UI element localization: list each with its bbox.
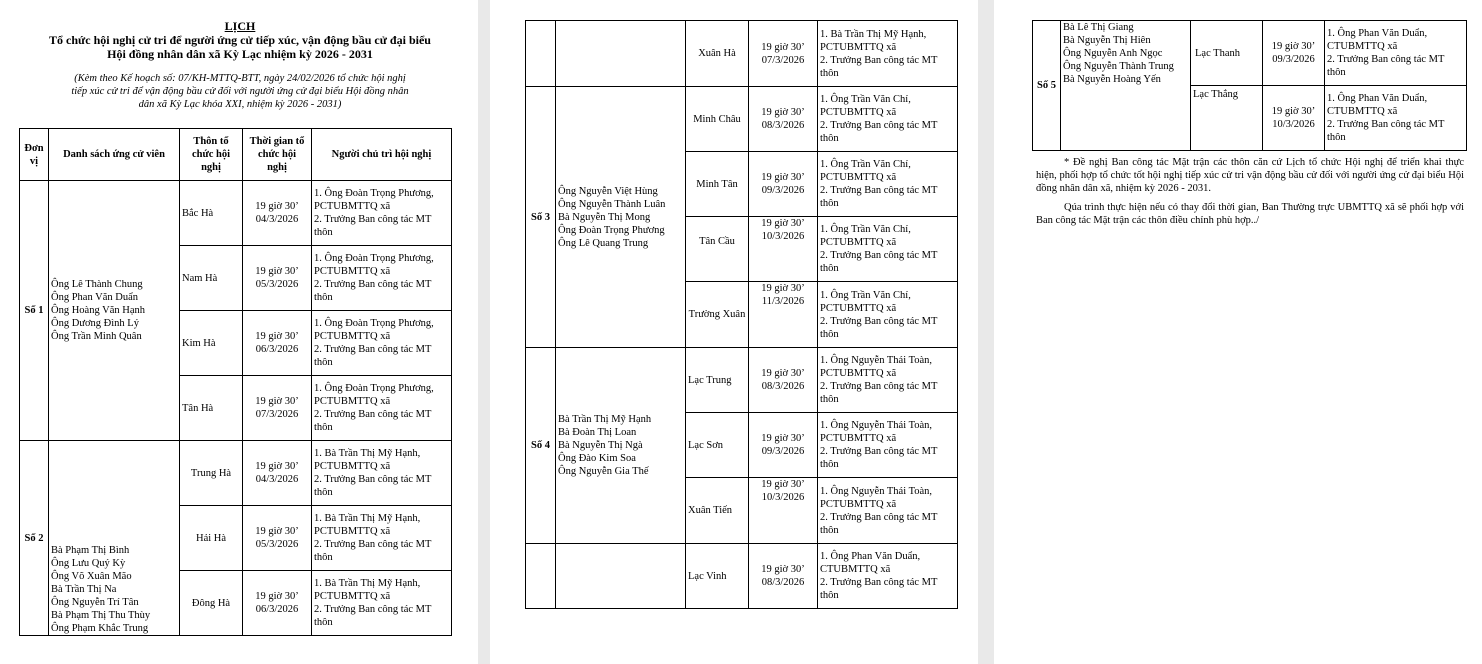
time-cell: 19 giờ 30’ 08/3/2026: [749, 544, 818, 609]
host-cell: 1. Ông Nguyễn Thái Toàn, PCTUBMTTQ xã 2. Trưởng Ban công tác MT thôn: [818, 348, 958, 413]
host-cell: 1. Ông Đoàn Trọng Phương, PCTUBMTTQ xã 2. Trưởng Ban công tác MT thôn: [312, 246, 452, 311]
unit-cell: Số 1: [20, 181, 49, 441]
village-cell: Trường Xuân: [686, 282, 749, 348]
host-cell: 1. Ông Nguyễn Thái Toàn, PCTUBMTTQ xã 2. Trưởng Ban công tác MT thôn: [818, 478, 958, 544]
unit-cell: Số 3: [526, 87, 556, 348]
candidates-cell: Bà Phạm Thị Bình Ông Lưu Quý Kỳ Ông Võ Xuân Mão Bà Trần Thị Na Ông Nguyễn Trí Tân Bà Phạm Thị Thu Thùy Ông Phạm Khắc Trung: [49, 441, 180, 636]
host-cell: 1. Bà Trần Thị Mỹ Hạnh, PCTUBMTTQ xã 2. Trưởng Ban công tác MT thôn: [312, 506, 452, 571]
host-cell: 1. Ông Đoàn Trọng Phương, PCTUBMTTQ xã 2. Trưởng Ban công tác MT thôn: [312, 376, 452, 441]
document-subtitle: [40, 72, 440, 111]
time-cell: 19 giờ 30’ 11/3/2026: [749, 282, 818, 348]
village-cell: Minh Châu: [686, 87, 749, 152]
candidates-cell: Ông Lê Thành Chung Ông Phan Văn Duẩn Ông Hoàng Văn Hạnh Ông Dương Đình Lý Ông Trần Minh Quân: [49, 181, 180, 441]
subtitle-line-1: (Kèm theo Kế hoạch số: 07/KH-MTTQ-BTT, ngày 24/02/2026 tổ chức hội nghị: [74, 73, 406, 84]
time-cell: 19 giờ 30’ 05/3/2026: [243, 506, 312, 571]
village-cell: Tân Cầu: [686, 217, 749, 282]
table-row: [526, 544, 958, 609]
unit-cell: Số 5: [1033, 21, 1061, 151]
time-cell: 19 giờ 30’ 09/3/2026: [1263, 21, 1325, 86]
candidates-cell: [556, 21, 686, 87]
time-cell: 19 giờ 30’ 06/3/2026: [243, 311, 312, 376]
candidates-cell: Bà Trần Thị Mỹ Hạnh Bà Đoàn Thị Loan Bà Nguyễn Thị Ngà Ông Đào Kim Soa Ông Nguyễn Gia Thế: [556, 348, 686, 544]
village-cell: Bắc Hà: [180, 181, 243, 246]
village-cell: Trung Hà: [180, 441, 243, 506]
title-line-1: Tổ chức hội nghị cử tri để người ứng cử tiếp xúc, vận động bầu cử đại biểu: [49, 33, 431, 47]
subtitle-line-2: tiếp xúc cử tri để vận động bầu cử đối với người ứng cử đại biểu Hội đồng nhân: [71, 86, 409, 97]
village-cell: Lạc Thắng: [1191, 86, 1263, 151]
document-page-1: [0, 0, 478, 664]
candidates-cell: Ông Nguyễn Việt Hùng Ông Nguyễn Thành Luân Bà Nguyễn Thị Mong Ông Đoàn Trọng Phương Ông Lê Quang Trung: [556, 87, 686, 348]
time-cell: 19 giờ 30’ 04/3/2026: [243, 181, 312, 246]
candidates-cell: Bà Lê Thị Giang Bà Nguyễn Thị Hiên Ông Nguyễn Anh Ngọc Ông Nguyễn Thành Trung Bà Nguyễn Hoàng Yến: [1061, 21, 1191, 151]
time-cell: 19 giờ 30’ 08/3/2026: [749, 87, 818, 152]
host-cell: 1. Ông Trần Văn Chí, PCTUBMTTQ xã 2. Trưởng Ban công tác MT thôn: [818, 217, 958, 282]
table-row: [20, 181, 452, 246]
time-cell: 19 giờ 30’ 04/3/2026: [243, 441, 312, 506]
title-line-2: Hội đồng nhân dân xã Kỳ Lạc nhiệm kỳ 2026 - 2031: [107, 47, 373, 61]
subtitle-line-3: dân xã Kỳ Lạc khóa XXI, nhiệm kỳ 2026 - 2031): [138, 99, 342, 110]
host-cell: 1. Ông Trần Văn Chí, PCTUBMTTQ xã 2. Trưởng Ban công tác MT thôn: [818, 282, 958, 348]
schedule-table-part-1: [19, 128, 452, 636]
village-cell: Kim Hà: [180, 311, 243, 376]
village-cell: Lạc Thanh: [1191, 21, 1263, 86]
village-cell: Lạc Vinh: [686, 544, 749, 609]
time-cell: 19 giờ 30’ 07/3/2026: [243, 376, 312, 441]
table-row: [526, 87, 958, 152]
time-cell: 19 giờ 30’ 05/3/2026: [243, 246, 312, 311]
host-cell: 1. Ông Phan Văn Duẩn, CTUBMTTQ xã 2. Trưởng Ban công tác MT thôn: [1325, 86, 1467, 151]
village-cell: Xuân Tiến: [686, 478, 749, 544]
village-cell: Tân Hà: [180, 376, 243, 441]
header-village: Thôn tổ chức hội nghị: [180, 129, 243, 181]
candidates-cell: [556, 544, 686, 609]
time-cell: 19 giờ 30’ 09/3/2026: [749, 152, 818, 217]
host-cell: 1. Bà Trần Thị Mỹ Hạnh, PCTUBMTTQ xã 2. Trưởng Ban công tác MT thôn: [312, 571, 452, 636]
time-cell: 19 giờ 30’ 09/3/2026: [749, 413, 818, 478]
time-cell: 19 giờ 30’ 08/3/2026: [749, 348, 818, 413]
host-cell: 1. Ông Đoàn Trọng Phương, PCTUBMTTQ xã 2. Trưởng Ban công tác MT thôn: [312, 311, 452, 376]
header-candidates: Danh sách ứng cử viên: [49, 129, 180, 181]
table-row: [20, 441, 452, 506]
host-cell: 1. Ông Trần Văn Chí, PCTUBMTTQ xã 2. Trưởng Ban công tác MT thôn: [818, 87, 958, 152]
title-main: LỊCH: [224, 19, 256, 33]
host-cell: 1. Ông Phan Văn Duẩn, CTUBMTTQ xã 2. Trưởng Ban công tác MT thôn: [1325, 21, 1467, 86]
schedule-table-part-3: [1032, 20, 1467, 151]
table-row: [526, 348, 958, 413]
host-cell: 1. Bà Trần Thị Mỹ Hạnh, PCTUBMTTQ xã 2. Trưởng Ban công tác MT thôn: [312, 441, 452, 506]
table-row: [526, 21, 958, 87]
time-cell: 19 giờ 30’ 10/3/2026: [749, 478, 818, 544]
host-cell: 1. Ông Trần Văn Chí, PCTUBMTTQ xã 2. Trưởng Ban công tác MT thôn: [818, 152, 958, 217]
village-cell: Lạc Trung: [686, 348, 749, 413]
time-cell: 19 giờ 30’ 06/3/2026: [243, 571, 312, 636]
schedule-table-part-2: [525, 20, 958, 609]
header-host: Người chủ trì hội nghị: [312, 129, 452, 181]
host-cell: 1. Ông Phan Văn Duẩn, CTUBMTTQ xã 2. Trưởng Ban công tác MT thôn: [818, 544, 958, 609]
header-time: Thời gian tổ chức hội nghị: [243, 129, 312, 181]
document-title: [20, 19, 460, 61]
note-paragraph-1: * Đề nghị Ban công tác Mặt trận các thôn căn cứ Lịch tổ chức Hội nghị để triển khai thực hiện, phối hợp tổ chức tốt hội nghị tiếp xúc cử tri vận động bầu cử đối với người ứng cử đại biểu Hội đồng nhân dân xã, nhiệm kỳ 2026 - 2031.: [1036, 157, 1464, 194]
host-cell: 1. Bà Trần Thị Mỹ Hạnh, PCTUBMTTQ xã 2. Trưởng Ban công tác MT thôn: [818, 21, 958, 87]
village-cell: Minh Tân: [686, 152, 749, 217]
unit-cell: [526, 544, 556, 609]
header-unit: Đơn vị: [20, 129, 49, 181]
unit-cell: Số 2: [20, 441, 49, 636]
village-cell: Hải Hà: [180, 506, 243, 571]
table-header-row: [20, 129, 452, 181]
village-cell: Đông Hà: [180, 571, 243, 636]
unit-cell: [526, 21, 556, 87]
time-cell: 19 giờ 30’ 10/3/2026: [749, 217, 818, 282]
time-cell: 19 giờ 30’ 10/3/2026: [1263, 86, 1325, 151]
unit-cell: Số 4: [526, 348, 556, 544]
village-cell: Lạc Sơn: [686, 413, 749, 478]
village-cell: Xuân Hà: [686, 21, 749, 87]
note-paragraph-2: Qúa trình thực hiện nếu có thay đổi thời gian, Ban Thường trực UBMTTQ xã sẽ phối hợp với Ban công tác Mặt trận các thôn điều chỉnh phù hợp../: [1036, 202, 1464, 226]
host-cell: 1. Ông Đoàn Trọng Phương, PCTUBMTTQ xã 2. Trưởng Ban công tác MT thôn: [312, 181, 452, 246]
host-cell: 1. Ông Nguyễn Thái Toàn, PCTUBMTTQ xã 2. Trưởng Ban công tác MT thôn: [818, 413, 958, 478]
village-cell: Nam Hà: [180, 246, 243, 311]
table-row: [1033, 21, 1467, 86]
time-cell: 19 giờ 30’ 07/3/2026: [749, 21, 818, 87]
